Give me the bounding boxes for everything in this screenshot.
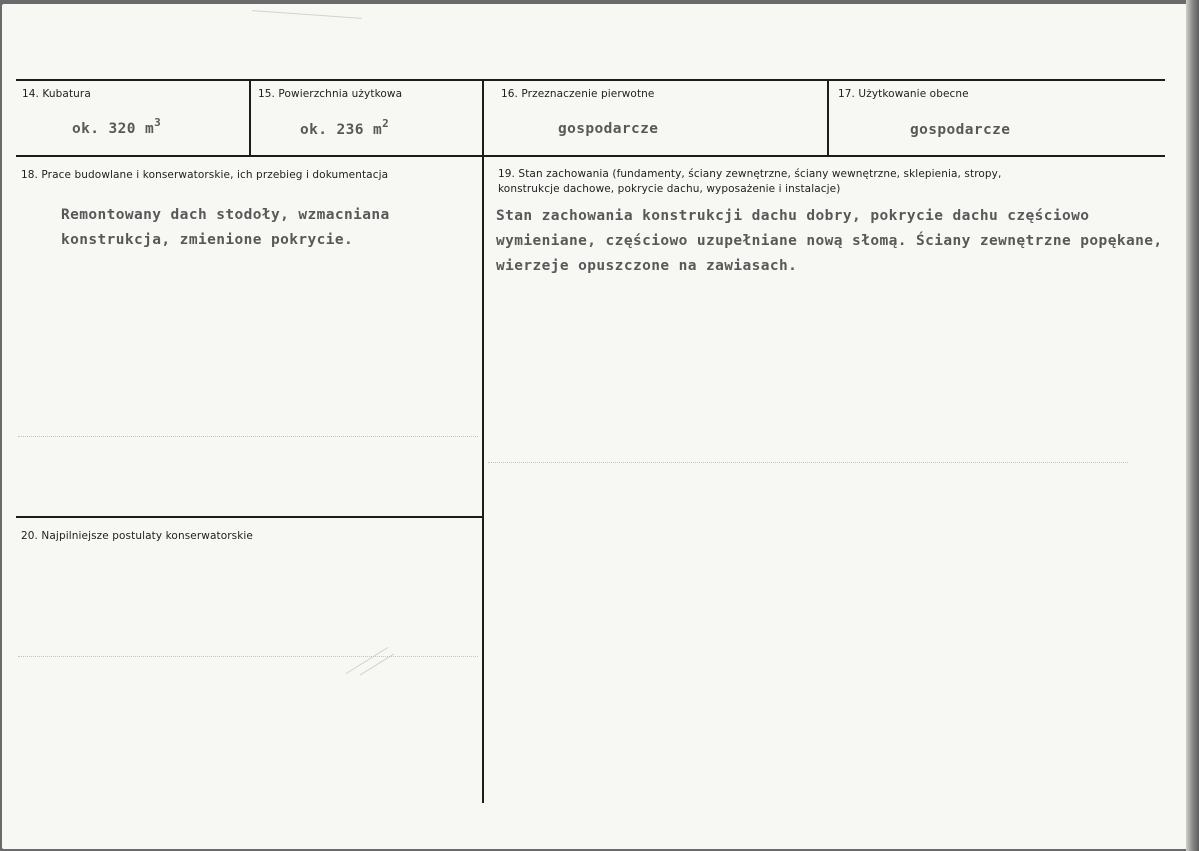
dotted-guide [18, 656, 478, 657]
field-18-value: Remontowany dach stodoły, wzmacniana konstrukcja, zmienione pokrycie. [61, 207, 390, 248]
dotted-guide [488, 462, 1128, 463]
field-17-label: 17. Użytkowanie obecne [838, 88, 969, 100]
form-sheet [2, 4, 1194, 849]
field-14-unit-exponent: 3 [154, 116, 162, 129]
form-top-rule [16, 79, 1165, 81]
scan-mark [252, 10, 362, 19]
field-16-label: 16. Przeznaczenie pierwotne [501, 88, 655, 100]
field-14-label: 14. Kubatura [22, 88, 91, 100]
divider-14-15 [249, 79, 251, 156]
field-15-label: 15. Powierzchnia użytkowa [258, 88, 403, 100]
dotted-guide [18, 436, 478, 437]
field-20-label: 20. Najpilniejsze postulaty konserwatorskie [21, 530, 253, 542]
field-14-value-text: ok. 320 m [72, 121, 155, 137]
field-19-value: Stan zachowania konstrukcji dachu dobry, pokrycie dachu częściowo wymieniane, częściowo uzupełniane nową słomą. Ściany zewnętrzne popękane, wierzeje opuszczone na zawiasach. [496, 208, 1163, 274]
field-14-value [72, 116, 161, 137]
form-row-rule [16, 155, 1165, 157]
field-19-label: 19. Stan zachowania (fundamenty, ściany zewnętrzne, ściany wewnętrzne, sklepienia, stropy, konstrukcje dachowe, pokrycie dachu, wyposażenie i instalacje) [498, 168, 1002, 195]
form-mid-rule-left [16, 516, 482, 518]
field-16-value: gospodarcze [558, 121, 659, 137]
divider-15-16 [482, 79, 484, 803]
divider-16-17 [827, 79, 829, 156]
scan-edge-shadow [1186, 0, 1199, 851]
field-15-value-text: ok. 236 m [300, 122, 383, 138]
field-15-value [300, 117, 389, 138]
field-15-unit-exponent: 2 [382, 117, 390, 130]
field-18-label: 18. Prace budowlane i konserwatorskie, ich przebieg i dokumentacja [21, 169, 389, 181]
field-17-value: gospodarcze [910, 122, 1011, 138]
